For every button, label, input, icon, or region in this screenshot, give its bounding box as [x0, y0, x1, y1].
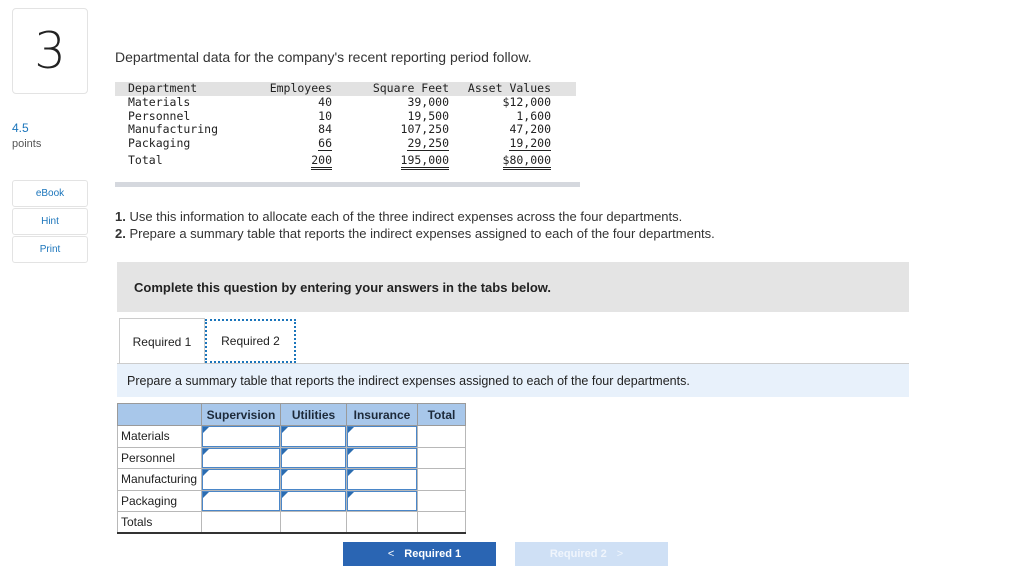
square-feet-value [336, 137, 453, 151]
instruction-2 [115, 226, 715, 241]
square-feet-value: 19,500 [407, 108, 449, 123]
row-label: Manufacturing [118, 469, 202, 491]
asset-value: 47,200 [509, 122, 551, 137]
data-row [115, 123, 576, 137]
asset-value [453, 137, 576, 151]
insurance-total [347, 512, 418, 534]
instruction-number: 1. [115, 209, 126, 224]
header-supervision: Supervision [202, 404, 281, 426]
tab-required-2[interactable]: Required 2 [205, 319, 296, 363]
utilities-input[interactable] [281, 448, 346, 469]
complete-banner: Complete this question by entering your answers in the tabs below. [117, 262, 909, 312]
utilities-total [281, 512, 347, 534]
asset-value: 1,600 [516, 108, 551, 123]
square-feet-total-text: 195,000 [401, 153, 449, 170]
asset-value-text: 19,200 [509, 136, 551, 151]
question-number-box [12, 8, 88, 94]
employees-total-text: 200 [311, 153, 332, 170]
employees-value: 10 [318, 108, 332, 123]
next-button-label: Required 2 [549, 548, 607, 560]
total-cell [418, 490, 466, 512]
employees-value: 40 [318, 94, 332, 109]
insurance-input[interactable] [347, 448, 417, 469]
row-label: Personnel [128, 108, 191, 123]
header-utilities: Utilities [281, 404, 347, 426]
supervision-input[interactable] [202, 491, 280, 512]
next-required-button[interactable] [515, 542, 668, 566]
header-total: Total [418, 404, 466, 426]
row-label: Packaging [128, 136, 191, 151]
table-row [118, 490, 466, 512]
points-value: 4.5 [12, 121, 29, 135]
row-label: Personnel [118, 447, 202, 469]
points-label: points [12, 138, 42, 150]
hint-button[interactable]: Hint [12, 208, 88, 235]
totals-row [118, 512, 466, 534]
tab-prompt: Prepare a summary table that reports the indirect expenses assigned to each of the four departments. [117, 364, 909, 397]
header-blank [118, 404, 202, 426]
total-cell [418, 426, 466, 448]
data-header-row [115, 82, 576, 96]
instruction-text: Prepare a summary table that reports the indirect expenses assigned to each of the four departments. [125, 226, 715, 241]
employees-value [260, 137, 336, 151]
header-employees: Employees [269, 81, 332, 95]
header-asset-values: Asset Values [467, 81, 551, 95]
supervision-input[interactable] [202, 448, 280, 469]
data-total-row [115, 151, 576, 168]
row-label: Packaging [118, 490, 202, 512]
asset-total [453, 151, 576, 168]
utilities-input[interactable] [281, 491, 346, 512]
header-insurance: Insurance [347, 404, 418, 426]
supervision-input[interactable] [202, 426, 280, 447]
ebook-button[interactable]: eBook [12, 180, 88, 207]
header-square-feet: Square Feet [372, 81, 449, 95]
prev-button-label: Required 1 [404, 548, 462, 560]
employees-value: 84 [318, 122, 332, 137]
row-label: Materials [128, 94, 191, 109]
intro-text: Departmental data for the company's recent reporting period follow. [115, 49, 532, 65]
asset-value: $12,000 [502, 94, 551, 109]
data-row [115, 137, 576, 151]
summary-table [117, 403, 466, 534]
row-label: Totals [118, 512, 202, 534]
supervision-total [202, 512, 281, 534]
row-label: Materials [118, 426, 202, 448]
summary-header-row [118, 404, 466, 426]
prev-required-button[interactable] [343, 542, 496, 566]
insurance-input[interactable] [347, 426, 417, 447]
square-feet-total [336, 151, 453, 168]
table-row [118, 447, 466, 469]
row-label: Manufacturing [128, 122, 219, 137]
insurance-input[interactable] [347, 469, 417, 490]
instruction-number: 2. [115, 226, 126, 241]
insurance-input[interactable] [347, 491, 417, 512]
department-data-table [115, 82, 580, 168]
total-cell [418, 469, 466, 491]
print-button[interactable]: Print [12, 236, 88, 263]
grand-total [418, 512, 466, 534]
square-feet-value: 107,250 [400, 122, 449, 137]
employees-value-text: 66 [318, 136, 332, 151]
supervision-input[interactable] [202, 469, 280, 490]
chevron-right-icon: > [616, 548, 624, 560]
square-feet-value: 39,000 [407, 94, 449, 109]
instruction-text: Use this information to allocate each of the three indirect expenses across the four departments. [125, 209, 683, 224]
question-number: 3 [34, 22, 66, 80]
instruction-1 [115, 209, 682, 224]
utilities-input[interactable] [281, 426, 346, 447]
table-row [118, 469, 466, 491]
table-row [118, 426, 466, 448]
tab-required-1[interactable]: Required 1 [119, 318, 205, 364]
total-cell [418, 447, 466, 469]
row-label: Total [128, 152, 163, 167]
data-row [115, 96, 576, 110]
square-feet-value-text: 29,250 [407, 136, 449, 151]
header-department: Department [128, 81, 198, 95]
asset-total-text: $80,000 [503, 153, 551, 170]
utilities-input[interactable] [281, 469, 346, 490]
data-row [115, 110, 576, 124]
chevron-left-icon: < [387, 548, 395, 560]
employees-total [260, 151, 336, 168]
divider [115, 182, 580, 187]
